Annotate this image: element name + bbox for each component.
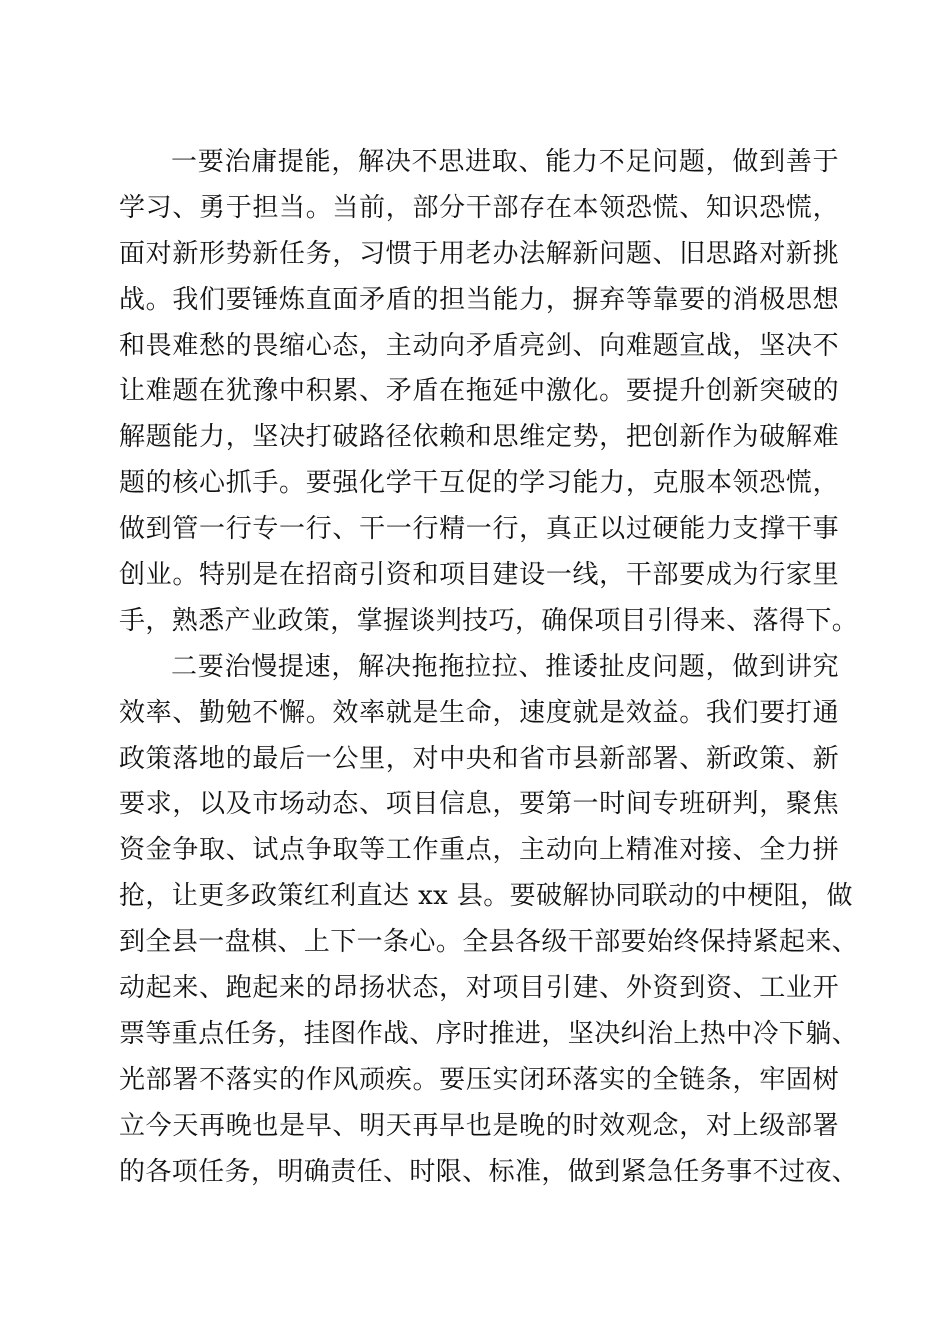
text-line: 资金争取、试点争取等工作重点，主动向上精准对接、全力拼 xyxy=(119,835,839,866)
text-line: 题的核心抓手。要强化学干互促的学习能力，克服本领恐慌， xyxy=(119,468,839,499)
text-line: 面对新形势新任务，习惯于用老办法解新问题、旧思路对新挑 xyxy=(119,238,839,269)
text-line: 到全县一盘棋、上下一条心。全县各级干部要始终保持紧起来、 xyxy=(119,927,859,958)
text-line: 立今天再晚也是早、明天再早也是晚的时效观念，对上级部署 xyxy=(119,1110,839,1141)
text-line: 政策落地的最后一公里，对中央和省市县新部署、新政策、新 xyxy=(119,743,839,774)
text-line: 票等重点任务，挂图作战、序时推进，坚决纠治上热中冷下躺、 xyxy=(119,1018,859,1049)
text-line: 二要治慢提速，解决拖拖拉拉、推诿扯皮问题，做到讲究 xyxy=(171,651,839,682)
text-line: 一要治庸提能，解决不思进取、能力不足问题，做到善于 xyxy=(171,147,839,177)
text-line: 要求，以及市场动态、项目信息，要第一时间专班研判，聚焦 xyxy=(119,789,839,820)
text-line: 做到管一行专一行、干一行精一行，真正以过硬能力支撑干事 xyxy=(119,514,839,545)
text-line: 光部署不落实的作风顽疾。要压实闭环落实的全链条，牢固树 xyxy=(119,1064,839,1095)
text-line: 手，熟悉产业政策，掌握谈判技巧，确保项目引得来、落得下。 xyxy=(119,605,859,636)
text-line: 抢，让更多政策红利直达 xx 县。要破解协同联动的中梗阻，做 xyxy=(119,881,853,912)
text-line: 创业。特别是在招商引资和项目建设一线，干部要成为行家里 xyxy=(119,560,839,591)
text-line: 让难题在犹豫中积累、矛盾在拖延中激化。要提升创新突破的 xyxy=(119,376,839,407)
text-line: 战。我们要锤炼直面矛盾的担当能力，摒弃等靠要的消极思想 xyxy=(119,284,839,315)
text-line: 效率、勤勉不懈。效率就是生命，速度就是效益。我们要打通 xyxy=(119,697,839,728)
text-line: 动起来、跑起来的昂扬状态，对项目引建、外资到资、工业开 xyxy=(119,973,839,1004)
text-line: 和畏难愁的畏缩心态，主动向矛盾亮剑、向难题宣战，坚决不 xyxy=(119,330,839,361)
paragraph-1 xyxy=(119,140,859,645)
paragraph-2 xyxy=(119,645,859,1196)
text-line: 解题能力，坚决打破路径依赖和思维定势，把创新作为破解难 xyxy=(119,422,839,453)
text-line: 的各项任务，明确责任、时限、标准，做到紧急任务事不过夜、 xyxy=(119,1156,859,1187)
document-body xyxy=(119,140,859,1195)
text-line: 学习、勇于担当。当前，部分干部存在本领恐慌、知识恐慌， xyxy=(119,192,839,223)
